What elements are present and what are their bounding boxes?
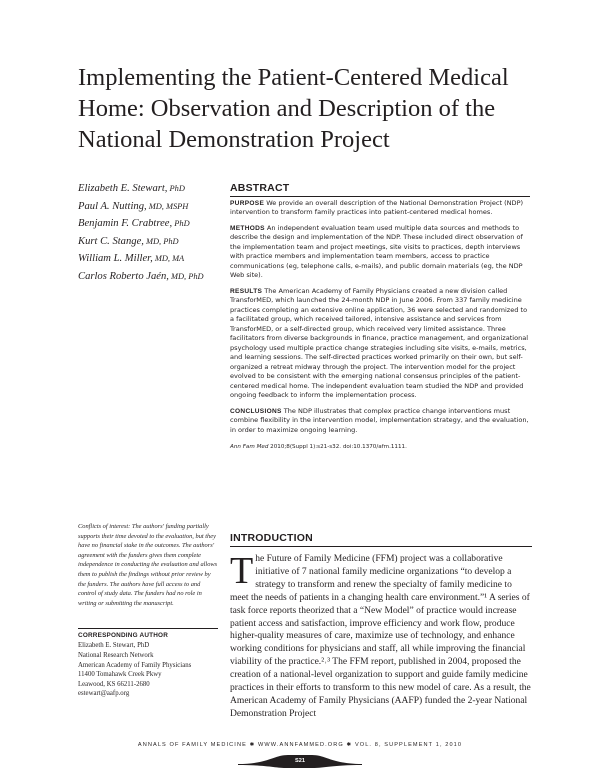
corresponding-author-name: Elizabeth E. Stewart, PhD	[78, 642, 150, 650]
corresponding-author-city: Leawood, KS 66211-2680	[78, 680, 150, 688]
introduction-section	[230, 532, 532, 721]
corresponding-author-email: estewart@aafp.org	[78, 690, 130, 698]
abstract-methods	[230, 224, 530, 281]
author-2	[78, 198, 228, 216]
citation-details: 2010;8(Suppl 1):s21-s32. doi:10.1370/afm.1111.	[268, 444, 407, 450]
author-name: William L. Miller,	[78, 253, 153, 265]
section-label: METHODS	[230, 224, 265, 232]
author-name: Paul A. Nutting,	[78, 200, 147, 212]
abstract-heading: ABSTRACT	[230, 184, 530, 197]
author-degrees: MD, MSPH	[146, 201, 189, 211]
author-degrees: MD, PhD	[168, 271, 204, 281]
author-3	[78, 215, 228, 233]
introduction-text: he Future of Family Medicine (FFM) project was a collaborative initiative of 7 national family medicine organizations “to develop a strategy to transform and renew the specialty of family medicine to meet the needs of patients in a changing health care environment.”¹ A series of task force reports theorized that a “New Model” of practice would increase patient access and satisfaction, improve efficiency and work flow, produce higher-quality measures of care, maximize use of technology, and enhance working conditions for physicians and staff, all while improving the financial viability of the practice.²˒³ The FFM report, published in 2004, proposed the creation of a national-level organization to support and guide family medicine practices in their efforts to transform to this new model of care. As a result, the American Academy of Family Physicians (AAFP) funded the 2-year National Demonstration Project	[230, 553, 531, 719]
author-name: Elizabeth E. Stewart,	[78, 183, 168, 194]
author-list	[78, 180, 228, 286]
author-name: Benjamin F. Crabtree,	[78, 218, 173, 230]
author-degrees: MD, MA	[152, 254, 185, 264]
corresponding-author-heading: CORRESPONDING AUTHOR	[78, 628, 218, 639]
page-number: S21	[295, 758, 305, 764]
article-title: Implementing the Patient-Centered Medical Home: Observation and Description of the National Demonstration Project	[78, 64, 509, 153]
author-1	[78, 180, 228, 198]
conflicts-of-interest: Conflicts of interest: The authors' funding partially supports their time devoted to the evaluation, but they have no financial stake in the outcomes. The authors' agreement with the funders gives them complete independence in conducting the evaluation and allows them to publish the findings without prior review by the funders. The authors have full access to and control of study data. The funders had no role in writing or submitting the manuscript.	[78, 523, 218, 607]
author-5	[78, 250, 228, 268]
corresponding-author-street: 11400 Tomahawk Creek Pkwy	[78, 671, 162, 679]
abstract	[230, 184, 530, 459]
introduction-heading: INTRODUCTION	[230, 532, 532, 547]
author-4	[78, 233, 228, 251]
citation	[230, 443, 530, 453]
author-degrees: PhD	[172, 219, 190, 229]
section-label: RESULTS	[230, 287, 263, 295]
author-6	[78, 268, 228, 286]
running-footer: ANNALS OF FAMILY MEDICINE ✱ WWW.ANNFAMMED.ORG ✱ VOL. 8, SUPPLEMENT 1, 2010	[137, 742, 463, 748]
sidebar-notes	[78, 522, 218, 699]
author-name: Kurt C. Stange,	[78, 235, 144, 247]
section-text: The NDP illustrates that complex practice change interventions must combine flexibility in the intervention model, implementation strategy, and the evaluation, in order to maximize ongoing learning.	[230, 406, 529, 434]
corresponding-author-affiliation: National Research Network	[78, 651, 154, 659]
section-text: We provide an overall description of the National Demonstration Project (NDP) intervention to transform family practices into patient-centered medical homes.	[230, 198, 524, 216]
author-degrees: PhD	[167, 184, 185, 193]
corresponding-author-organization: American Academy of Family Physicians	[78, 661, 192, 669]
citation-journal: Ann Fam Med	[230, 444, 269, 450]
abstract-conclusions	[230, 407, 530, 436]
introduction-paragraph	[230, 550, 532, 721]
author-name: Carlos Roberto Jaén,	[78, 270, 169, 282]
section-label: CONCLUSIONS	[230, 407, 282, 415]
abstract-results	[230, 287, 530, 401]
section-label: PURPOSE	[230, 199, 265, 207]
drop-cap: T	[230, 550, 254, 592]
author-degrees: MD, PhD	[143, 236, 179, 246]
abstract-purpose	[230, 199, 530, 218]
section-text: An independent evaluation team used multiple data sources and methods to describe the design and implementation of the NDP. These included direct observation of the implementation team and project meetings, site visits to practices, depth interviews with practice members and implementation team members, access to practice communications (eg, telephone calls, e-mails), and public domain materials (eg, the NDP Web site).	[230, 223, 523, 279]
section-text: The American Academy of Family Physicians created a new division called TransforMED, which launched the 24-month NDP in June 2006. From 337 family medicine practices completing an extensive online application, 36 were selected and randomized to a facilitated group, which received tailored, intensive assistance and services from TransforMED, or a self-directed group, which received very limited assistance. Three facilitators from diverse backgrounds in finance, practice management, and organizational psychology used multiple practice change strategies including site visits, e-mails, metrics, and learning sessions. The self-directed practices worked primarily on their own, but self-organized a retreat midway through the project. The intervention model for the project evolved to be consistent with the emerging national consensus principles of the patient-centered medical home. The independent evaluation team studied the NDP and provided ongoing feedback to inform the implementation process.	[230, 286, 529, 399]
